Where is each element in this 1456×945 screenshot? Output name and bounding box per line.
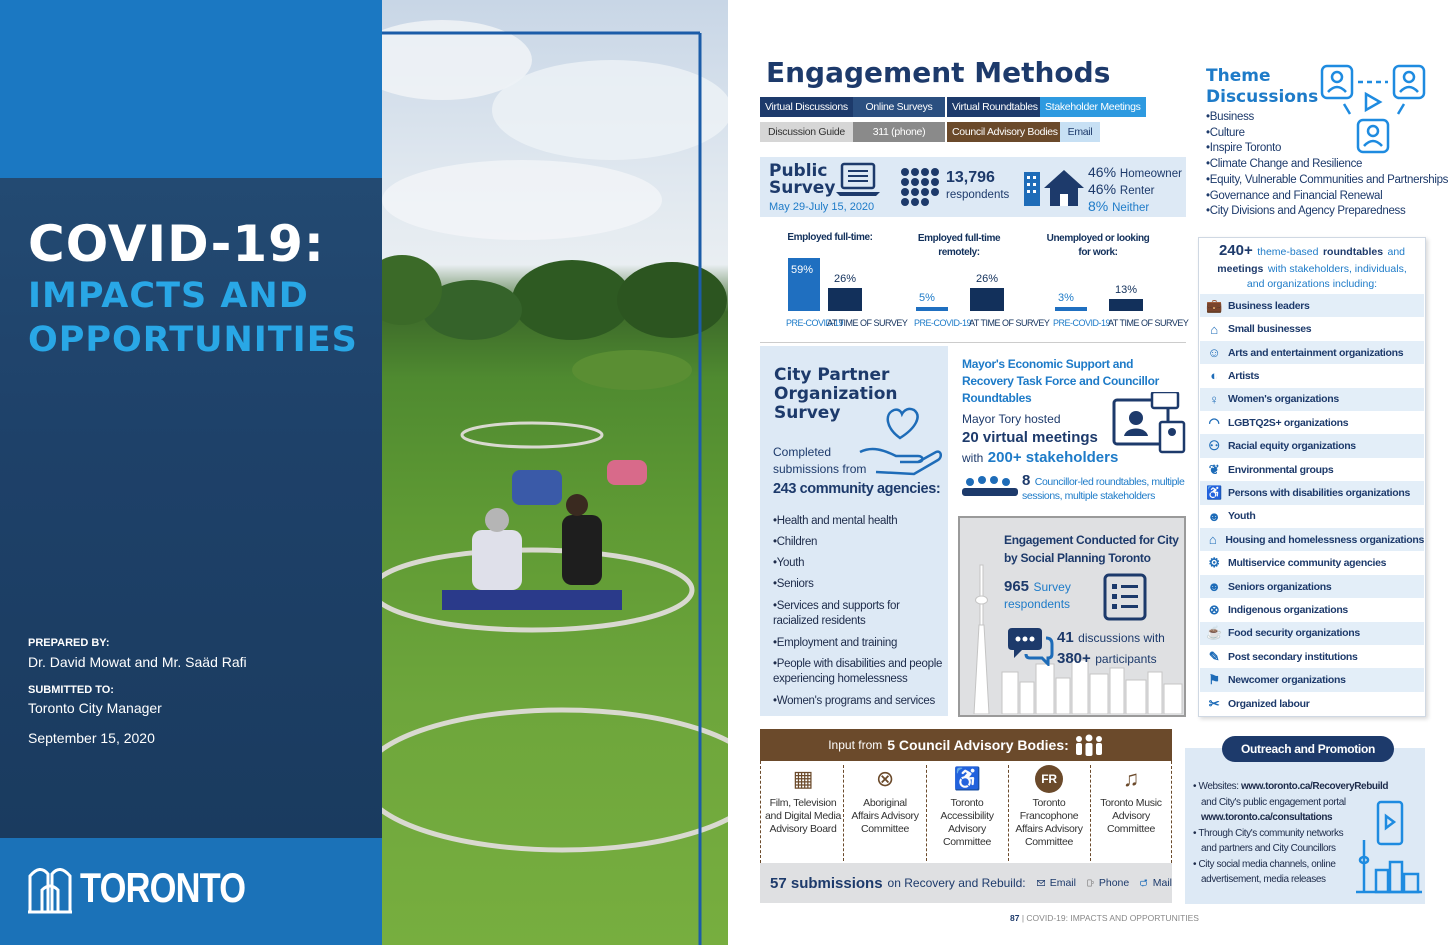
flag-icon: ⚑: [1208, 672, 1220, 688]
survey-checklist-icon: [1103, 573, 1147, 621]
mailbox-icon: [1140, 871, 1147, 895]
renter-label: Renter: [1119, 185, 1155, 197]
outreach-line: City social media channels, online: [1198, 858, 1336, 870]
public-survey-title-line1: Public: [769, 161, 828, 181]
outreach-line: Through City's community networks: [1198, 827, 1344, 839]
fr-icon: FR: [1035, 765, 1063, 793]
council-body-line: Affairs Advisory: [851, 810, 919, 822]
report-date: September 15, 2020: [28, 730, 155, 746]
org-list-item: [1200, 388, 1424, 412]
community-agencies-count: 243 community agencies:: [773, 481, 941, 497]
council-body-line: Committee: [1024, 836, 1074, 848]
leaf-icon: ❦: [1208, 461, 1220, 477]
neither-pct: 8%: [1088, 198, 1109, 214]
page-footer: [1010, 913, 1199, 923]
theme-title-line2: Discussions: [1206, 87, 1319, 107]
council-body-line: Advisory: [948, 823, 986, 835]
bar-pre-covid: [916, 307, 948, 312]
roundtables-header: [1206, 243, 1418, 292]
org-list-item: [1200, 598, 1424, 622]
city-partner-list-item: •Women's programs and services: [773, 695, 935, 707]
gear-icon: ⚙: [1208, 555, 1220, 571]
org-list-item: [1200, 317, 1424, 341]
org-list-item: [1200, 528, 1424, 552]
city-partner-list-item: •People with disabilities and people: [773, 658, 943, 670]
masks-icon: ☺: [1207, 345, 1221, 361]
chip-virtual-roundtables: Virtual Roundtables: [947, 97, 1043, 117]
label-pre-covid: PRE-COVID-19: [914, 318, 972, 328]
org-list-label: Small businesses: [1228, 323, 1312, 336]
lyre-icon: ♫: [1122, 766, 1140, 791]
house-icon: ⌂: [1208, 532, 1217, 548]
stakeholders-line: [962, 449, 1118, 467]
hand-heart-icon: [856, 400, 942, 480]
toronto-wordmark: TORONTO: [80, 864, 246, 911]
mayor-hosted: Mayor Tory hosted: [962, 412, 1061, 426]
council-body-line: Toronto: [950, 797, 984, 809]
completed-submissions-text: [773, 444, 866, 478]
org-list-item: [1200, 505, 1424, 529]
label-pre-covid: PRE-COVID-19: [1053, 318, 1111, 328]
council-body-line: Advisory Board: [769, 823, 837, 835]
building-house-icon: [1020, 166, 1086, 208]
group-people-icon: [1074, 734, 1104, 756]
council-body-line: and Digital Media: [764, 810, 842, 822]
cover-title: COVID-19:: [28, 215, 325, 273]
council-body-line: Toronto Music: [1100, 797, 1162, 809]
council-body-line: Francophone: [1019, 810, 1079, 822]
respondents-dots-icon: [900, 166, 942, 208]
bar-at-survey: [970, 288, 1004, 311]
phone-label: Phone: [1098, 877, 1130, 889]
public-survey-title-line2: Survey: [769, 178, 836, 198]
theme-people-network-icon: [1318, 64, 1430, 156]
homeowner-label: Homeowner: [1119, 168, 1182, 180]
council-body-line: Advisory: [1112, 810, 1150, 822]
employment-chart-title: Unemployed or looking for work:: [1046, 233, 1150, 258]
label-pre-covid: PRE-COVID-19: [786, 318, 844, 328]
pct-pre-covid: 3%: [1058, 292, 1074, 304]
renter-stat: [1088, 181, 1154, 197]
city-partner-title-line2: Organization: [774, 384, 898, 404]
people-icon: ⚇: [1208, 438, 1220, 454]
org-list-item: [1200, 294, 1424, 318]
council-body-line: Committee: [860, 823, 910, 835]
woman-icon: ♀: [1209, 391, 1219, 407]
city-partner-list-item: •Employment and training: [773, 637, 898, 649]
roundtables-count: 240+: [1218, 242, 1253, 259]
bar-at-survey: [1109, 299, 1143, 311]
spt-respondents: respondents: [1004, 597, 1071, 611]
theme-list-item: •Governance and Financial Renewal: [1206, 189, 1383, 202]
homeowner-pct: 46%: [1088, 164, 1117, 180]
councillor-line1: Councillor-led roundtables, multiple: [1034, 476, 1185, 488]
spt-discussions-label: discussions with: [1078, 631, 1165, 645]
org-list-label: Business leaders: [1228, 299, 1310, 312]
mail-label: Mail: [1152, 877, 1172, 889]
outreach-line: and partners and City Councillors: [1201, 843, 1336, 854]
circle-x-icon: ⊗: [1208, 601, 1220, 617]
label-at-survey: AT TIME OF SURVEY: [827, 318, 908, 328]
council-bodies-prefix: Input from: [828, 738, 883, 752]
outreach-list: • Websites: www.toronto.ca/RecoveryRebuild and City's public engagement portal www.toronto.ca/consultations • Through City's community networks and partners and City Councillors • City social media channels, online advertisement, media releases: [1193, 779, 1388, 888]
outreach-url-consultations: www.toronto.ca/consultations: [1201, 812, 1333, 823]
spt-participants: [1057, 650, 1157, 668]
council-body-francophone: [1008, 765, 1090, 849]
org-list-label: Seniors organizations: [1228, 580, 1332, 593]
cover-subtitle-line1: IMPACTS AND: [28, 276, 309, 316]
submissions-label: on Recovery and Rebuild:: [887, 876, 1026, 890]
theme-list-item: •City Divisions and Agency Preparedness: [1206, 205, 1406, 218]
roundtables-line1-b: roundtables: [1322, 246, 1384, 258]
councillor-count: 8: [1022, 472, 1031, 489]
email-label: Email: [1049, 877, 1076, 889]
tools-icon: ✂: [1208, 695, 1220, 711]
footer-text: | COVID-19: IMPACTS AND OPPORTUNITIES: [1021, 913, 1199, 923]
roundtables-line1-c: and: [1387, 246, 1406, 258]
org-list-label: Organized labour: [1228, 697, 1310, 710]
councillor-roundtables: [1022, 472, 1184, 490]
org-list-label: Youth: [1228, 510, 1256, 523]
speech-bubbles-icon: [1008, 624, 1054, 666]
city-partner-title-line3: Survey: [774, 403, 841, 423]
neither-label: Neither: [1112, 202, 1150, 214]
with-label: with: [962, 451, 984, 465]
council-body-line: Committee: [1106, 823, 1156, 835]
city-partner-list-item: •Youth: [773, 557, 805, 569]
spt-title-line2: by Social Planning Toronto: [1004, 551, 1151, 565]
label-at-survey: AT TIME OF SURVEY: [969, 318, 1050, 328]
theme-list-item: •Climate Change and Resilience: [1206, 158, 1363, 171]
org-list-item: [1200, 551, 1424, 575]
council-bodies-count: 5 Council Advisory Bodies:: [887, 737, 1069, 753]
bar-at-survey: [828, 288, 862, 311]
email-icon: [1037, 873, 1045, 893]
councillor-line2: sessions, multiple stakeholders: [1022, 490, 1155, 502]
outreach-title: Outreach and Promotion: [1222, 736, 1394, 762]
org-list-label: Arts and entertainment organizations: [1228, 346, 1404, 359]
org-list-item: [1200, 575, 1424, 599]
org-list-item: [1200, 668, 1424, 692]
mayor-title-line1: Mayor's Economic Support and: [962, 357, 1134, 371]
prepared-by-label: PREPARED BY:: [28, 637, 110, 649]
youth-icon: ☻: [1207, 508, 1221, 524]
wheelchair-icon: ♿: [1206, 484, 1222, 500]
toronto-logo: [26, 862, 281, 914]
food-icon: ☕: [1206, 625, 1222, 641]
stakeholders-count: 200+ stakeholders: [987, 449, 1119, 466]
org-list-item: [1200, 481, 1424, 505]
chip-discussion-guide: Discussion Guide: [760, 122, 853, 142]
submitted-to-label: SUBMITTED TO:: [28, 684, 114, 696]
org-list-label: Racial equity organizations: [1228, 440, 1356, 453]
neither-stat: [1088, 198, 1149, 214]
org-list-label: Post secondary institutions: [1228, 650, 1358, 663]
accessibility-icon: ♿: [953, 766, 981, 791]
page-number: 87: [1010, 913, 1020, 923]
city-partner-list-item: •Health and mental health: [773, 515, 898, 527]
store-icon: ⌂: [1210, 321, 1218, 337]
council-body-line: Accessibility: [940, 810, 994, 822]
roundtable-people-icon: [962, 474, 1018, 498]
public-survey-title: [769, 163, 835, 197]
cover-subtitle-line2: OPPORTUNITIES: [28, 320, 358, 360]
label-at-survey: AT TIME OF SURVEY: [1108, 318, 1189, 328]
spt-title-line1: Engagement Conducted for City: [1004, 533, 1179, 547]
council-body-line: Film, Television: [769, 797, 837, 809]
city-partner-list-item: racialized residents: [773, 615, 866, 627]
respondents-count: 13,796: [946, 169, 995, 186]
phone-skyline-icon: [1356, 800, 1422, 898]
city-partner-list-item: •Children: [773, 536, 818, 548]
council-body-music: [1090, 765, 1172, 836]
org-list-label: Multiservice community agencies: [1228, 557, 1387, 570]
org-list-label: Persons with disabilities organizations: [1228, 486, 1411, 499]
film-icon: ▦: [792, 766, 814, 791]
org-list-item: [1200, 458, 1424, 482]
city-partner-title-line1: City Partner: [774, 365, 890, 385]
phone-icon: [1087, 870, 1094, 896]
org-list-item: [1200, 622, 1424, 646]
org-list-label: Food security organizations: [1228, 627, 1360, 640]
cover-top-band: [0, 0, 382, 178]
roundtables-line3: and organizations including:: [1246, 278, 1378, 290]
theme-list-item: •Inspire Toronto: [1206, 142, 1282, 155]
org-list-label: LGBTQ2S+ organizations: [1228, 416, 1349, 429]
pct-at-survey: 13%: [1115, 284, 1138, 297]
roundtables-line2-b: with stakeholders, individuals,: [1267, 263, 1407, 275]
theme-list-item: •Equity, Vulnerable Communities and Partnerships: [1206, 173, 1449, 186]
prepared-by: Dr. David Mowat and Mr. Saäd Rafi: [28, 654, 247, 670]
submissions-bar: [760, 863, 1172, 903]
council-body-accessibility: [926, 765, 1008, 849]
employment-chart-title: Employed full-time remotely:: [917, 233, 1001, 258]
spt-title: [1004, 531, 1179, 567]
outreach-line: and City's public engagement portal: [1201, 796, 1346, 808]
council-body-aboriginal: [844, 765, 926, 836]
theme-title: [1206, 66, 1318, 108]
city-hall-icon: [26, 862, 74, 914]
theme-list-item: •Culture: [1206, 126, 1245, 139]
council-bodies-banner: [760, 729, 1172, 761]
org-list-label: Environmental groups: [1228, 463, 1334, 476]
submissions-count: 57 submissions: [770, 874, 883, 892]
palette-icon: ◐: [1210, 368, 1218, 384]
spt-discussions-count: 41: [1057, 629, 1074, 646]
grad-cap-icon: ✎: [1208, 648, 1220, 664]
council-body-line: Aboriginal: [863, 797, 907, 809]
pct-at-survey: 26%: [834, 272, 857, 285]
chip-virtual-discussions: Virtual Discussions: [760, 97, 853, 117]
org-list-label: Artists: [1228, 369, 1260, 382]
org-list-label: Newcomer organizations: [1228, 674, 1346, 687]
park-scene-image: [382, 0, 728, 945]
council-body-line: Toronto: [1032, 797, 1066, 809]
pct-pre-covid: 59%: [791, 263, 814, 276]
theme-title-line1: Theme: [1206, 66, 1271, 86]
briefcase-icon: 💼: [1206, 297, 1222, 313]
pct-pre-covid: 5%: [919, 291, 935, 304]
renter-pct: 46%: [1088, 181, 1117, 197]
city-partner-list-item: experiencing homelessness: [773, 673, 908, 685]
org-list-item: [1200, 645, 1424, 669]
org-list-item: [1200, 341, 1424, 365]
spt-discussions: [1057, 629, 1165, 647]
park-photo: [382, 0, 728, 945]
council-body-line: Committee: [942, 836, 992, 848]
city-partner-list-item: •Seniors: [773, 578, 814, 590]
laptop-survey-icon: [836, 162, 880, 196]
divider: [760, 342, 1186, 343]
outreach-websites-label: Websites:: [1198, 781, 1239, 792]
respondents-label: respondents: [946, 189, 1010, 201]
rainbow-icon: ◠: [1208, 414, 1220, 430]
completed-line2: submissions from: [773, 462, 867, 476]
org-list-label: Housing and homelessness organizations: [1225, 533, 1424, 546]
city-partner-list-item: •Services and supports for: [773, 600, 900, 612]
org-list-item: [1200, 692, 1424, 716]
page-title: Engagement Methods: [766, 56, 1111, 89]
public-survey-dates: May 29-July 15, 2020: [769, 201, 875, 213]
roundtables-line1-a: theme-based: [1257, 246, 1319, 258]
spt-survey-count: 965: [1004, 578, 1030, 595]
spt-survey-stat: [1004, 578, 1071, 596]
org-list-item: [1200, 411, 1424, 435]
spt-survey-label: Survey: [1033, 580, 1071, 594]
theme-list-item: •Business: [1206, 111, 1254, 123]
chip-311-phone: 311 (phone): [853, 122, 945, 142]
bar-pre-covid: [1055, 307, 1087, 311]
spt-participants-label: participants: [1095, 652, 1157, 666]
submitted-to: Toronto City Manager: [28, 700, 162, 716]
mayor-title-line3: Roundtables: [962, 391, 1032, 405]
roundtables-line2-a: meetings: [1217, 263, 1264, 275]
video-conference-icon: [1112, 392, 1186, 458]
circle-x-icon: ⊗: [875, 766, 895, 791]
employment-chart-title: Employed full-time:: [787, 232, 873, 243]
outreach-line: advertisement, media releases: [1201, 874, 1326, 885]
spt-participants-count: 380+: [1057, 650, 1091, 667]
chip-council-advisory-bodies: Council Advisory Bodies: [947, 122, 1063, 142]
org-list-item: [1200, 364, 1424, 388]
org-list-label: Women's organizations: [1228, 393, 1339, 406]
chip-online-surveys: Online Surveys: [853, 97, 945, 117]
chip-stakeholder-meetings: Stakeholder Meetings: [1040, 97, 1146, 117]
outreach-url-recovery: www.toronto.ca/RecoveryRebuild: [1241, 781, 1389, 792]
council-body-line: Affairs Advisory: [1015, 823, 1083, 835]
org-list-item: [1200, 434, 1424, 458]
mayor-title-line2: Recovery Task Force and Councillor: [962, 374, 1159, 388]
pct-at-survey: 26%: [976, 272, 999, 285]
senior-icon: ☻: [1207, 579, 1221, 595]
completed-line1: Completed: [773, 445, 832, 459]
homeowner-stat: [1088, 164, 1182, 180]
chip-email: Email: [1060, 122, 1100, 142]
org-list-label: Indigenous organizations: [1228, 603, 1348, 616]
council-body-film: [762, 765, 844, 836]
virtual-meetings-count: 20 virtual meetings: [962, 429, 1098, 446]
